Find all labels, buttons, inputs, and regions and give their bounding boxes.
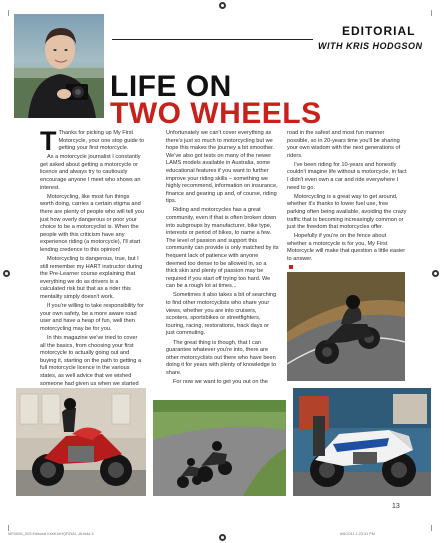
registration-mark-bottom [219,534,226,541]
byline: WITH KRIS HODGSON [318,41,423,51]
drop-cap: T [40,126,57,156]
paragraph: T Thanks for picking up My First Motorcycle, your one stop guide to getting your first motorcycle. [40,126,145,156]
article-title-line1: LIFE ON [110,70,232,103]
file-timestamp: 6/6/2011 1:23:31 PM [340,532,375,536]
paragraph: As a motorcycle journalist I constantly get asked about getting a motorcycle or licence and always try to cautiously encourage anyone I meet who shows an interest. [40,154,141,191]
body-column-2 [166,130,279,385]
paragraph: Riding and motorcycles has a great community, even if that is often broken down into subgroups by manufacturer, bike type, interests or period of bikes, to name a few. The level of passion and support this community can provide is only matched by its frequent lack of patience with anyone deemed too dense to be allowed in, so a thick skin and plenty of passion may be required if you start off trying too hard. We can be a rough lot at times... [166,207,279,290]
paragraph: Unfortunately we can't cover everything as there's just so much to motorcycling but we hope this makes the journey a bit smoother. We've also got tests on many of the newer LAMS models available in Australia, some educational features if you want to further improve your riding skills – something we highly recommend, information on insurance, finance and gearing up and, of course, riding tips. [166,130,278,205]
end-mark [289,265,293,269]
paragraph: Motorcycling is dangerous, true, but I still remember my HART instructor during the Pre-Learner course explaining that everything we do as drivers is a calculated risk but that as a rider this mentality simply doesn't work. [40,256,143,300]
article-title-line2: TWO WHEELS [110,97,322,130]
file-slug: MFM001_003 Editorial KrisKJeHQFINAL JA.indd 3 [8,532,94,536]
paragraph: road in the safest and most fun manner possible, so in 20-years time you'll be sharing your own wisdom with the next generations of riders. [287,130,401,159]
crop-mark [431,10,432,16]
crop-mark [431,525,432,531]
photo-white-sportsbike [293,388,431,496]
paragraph: Hopefully if you're on the fence about whether a motorcycle is for you, My First Motorcycle will make that question a little easier to answer. [287,233,406,262]
crop-mark [8,525,9,531]
crop-mark [8,10,9,16]
page-number: 13 [392,503,400,510]
paragraph: The great thing is though, that I can guarantee whatever you're into, there are other motorcyclists out there who have been doing it for years with plenty of knowledge to share. [166,339,277,376]
paragraph: If you're willing to take responsibility for your own safety, be a more aware road user and have a heap of fun, well then motorcycling may be for you. [40,303,144,332]
paragraph: Sometimes it also takes a bit of searching to find other motorcyclists who share your views, whether you are into cruisers, scooters, sportsbikes or streetfighters, touring, racing, restorations, track days or just commuting. [166,292,277,337]
paragraph: Motorcycling is a great way to get around, whether it's thanks to lower fuel use, free parking often being available, avoiding the crazy traffic that is becoming increasingly common or just the freedom that motorcycles offer. [287,193,407,231]
paragraph: For now we want to get you out on the [173,379,268,385]
body-column-1 [40,126,145,390]
registration-mark-right [432,270,439,277]
registration-mark-left [3,270,10,277]
paragraph: I've been riding for 10-years and honestly couldn't imagine life without a motorcycle, in fact I didn't even own a car and ride everywhere I need to go. [287,161,407,191]
photo-riders-on-track [153,400,286,496]
author-portrait-photo [14,14,104,118]
body-column-3 [287,130,407,268]
photo-red-motorcycle [16,388,146,496]
paragraph: In this magazine we've tried to cover all the basics, from choosing your first motorcycle to actually going out and buying it, starting on the path to getting a full motorcycle licence in the various states, as well advice that we wished someone had given us when we started [40,334,142,387]
paragraph: Motorcycling, like most fun things worth doing, carries a certain stigma and there are plenty of people who will tell you just how overly dangerous or poor your choice to be a motorcyclist is. When the people with this criticism have any experience riding (a motorcycle), I'll start lending credence to this opinion! [40,193,144,253]
registration-mark-top [219,2,226,9]
section-label: EDITORIAL [342,24,416,38]
photo-rider-on-road [287,272,405,381]
header-rule [112,39,313,40]
